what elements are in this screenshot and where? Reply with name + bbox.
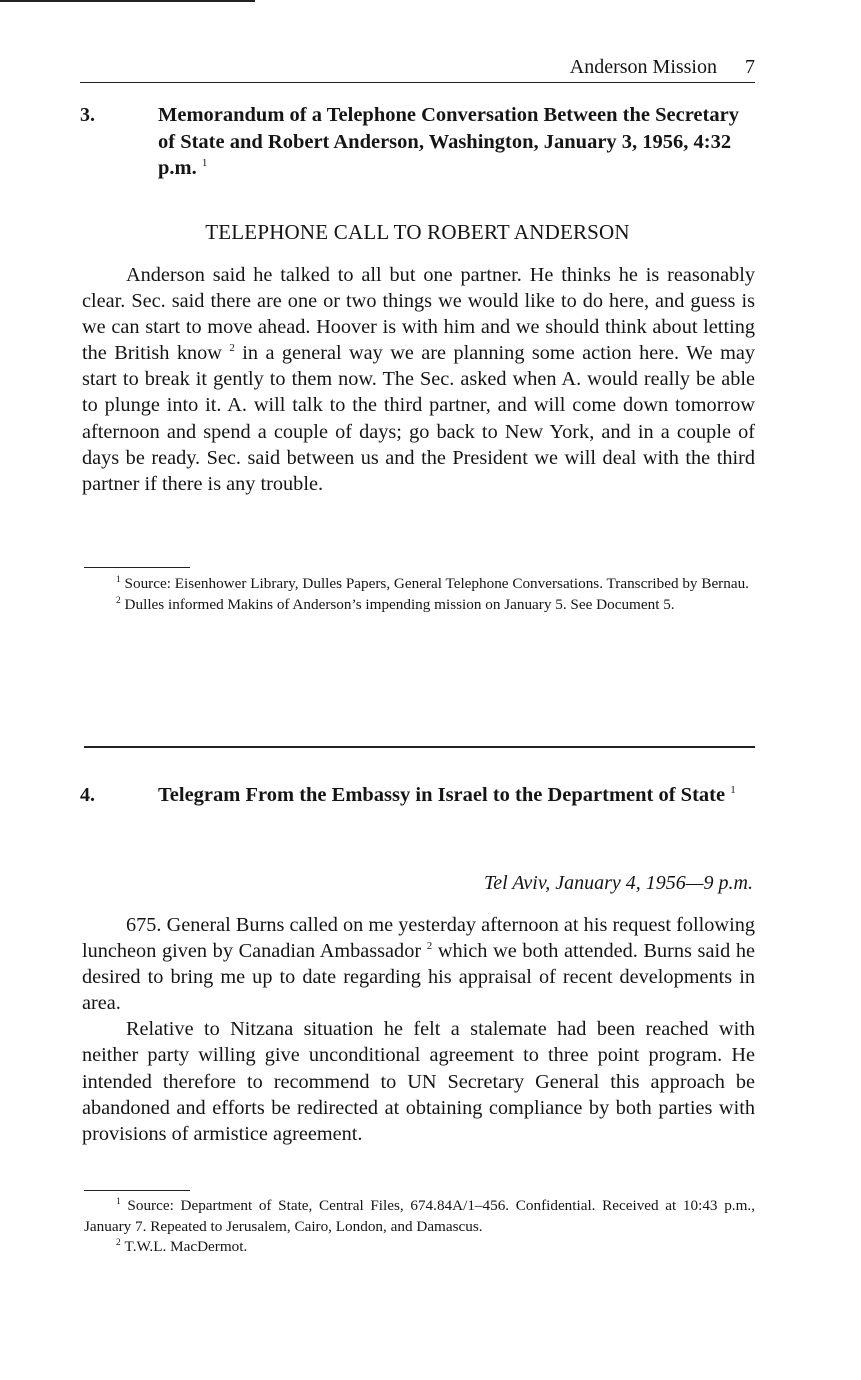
doc4-para1-b: which we both attended. Burns said he desired to bring me up to date regarding his appraisal of recent developments in area. bbox=[82, 940, 755, 1015]
doc3-body bbox=[82, 262, 755, 497]
doc3-footnote-2-num: 2 bbox=[116, 595, 121, 606]
doc3-number: 3. bbox=[80, 104, 95, 126]
running-head bbox=[80, 56, 755, 83]
doc3-footnote-rule bbox=[84, 567, 190, 568]
doc3-footnote-2-text: Dulles informed Makins of Anderson’s impending mission on January 5. See Document 5. bbox=[124, 595, 675, 613]
doc4-para1-note: 2 bbox=[426, 940, 433, 953]
doc3-footnote-1-text: Source: Eisenhower Library, Dulles Papers, General Telephone Conversations. Transcribed by Bernau. bbox=[124, 575, 749, 592]
doc3-para1-note: 2 bbox=[229, 342, 235, 355]
doc4-para1-a: 675. General Burns called on me yesterday afternoon at his request following luncheon given by Canadian Ambassador bbox=[82, 914, 755, 963]
doc3-subhead: TELEPHONE CALL TO ROBERT ANDERSON bbox=[205, 220, 630, 244]
doc4-body bbox=[82, 912, 755, 1147]
top-edge-rule bbox=[0, 0, 255, 2]
doc4-title-text: Telegram From the Embassy in Israel to the Department of State bbox=[158, 784, 726, 806]
doc4-dateline: Tel Aviv, January 4, 1956—9 p.m. bbox=[483, 872, 753, 894]
doc3-paragraph bbox=[82, 262, 755, 497]
doc4-footnote-1 bbox=[84, 1196, 755, 1237]
doc3-para1-b: in a general way we are planning some action here. We may start to break it gently to them now. The Sec. asked when A. would really be able to plunge into it. A. will talk to the third partner, and will come down tomorrow afternoon and spend a couple of days; go back to New York, and in a couple of days be ready. Sec. said between us and the President we will deal with the third partner if there is any trouble. bbox=[82, 342, 755, 495]
doc4-title-note: 1 bbox=[730, 784, 736, 797]
doc3-title-text: Memorandum of a Telephone Conversation Between the Secretary of State and Robert Anderson, Washington, January 3, 1956, 4:32 p.m. bbox=[158, 104, 739, 179]
doc3-title-note: 1 bbox=[201, 157, 208, 170]
doc4-paragraph-2: Relative to Nitzana situation he felt a stalemate had been reached with neither party willing give unconditional agreement to three point program. He intended therefore to recommend to UN Secretary General this approach be abandoned and efforts be redirected at obtaining compliance by both parties with provisions of armistice agreement. bbox=[82, 1018, 755, 1145]
doc4-footnote-2-text: T.W.L. MacDermot. bbox=[124, 1238, 248, 1255]
doc3-footnote-1-num: 1 bbox=[116, 574, 121, 585]
page-number: 7 bbox=[745, 56, 755, 78]
doc4-number: 4. bbox=[80, 784, 95, 806]
doc4-footnote-1-num: 1 bbox=[116, 1196, 121, 1207]
doc3-para1-a: Anderson said he talked to all but one partner. He thinks he is reasonably clear. Sec. said there are one or two things we would like to do here, and guess is we can start to move ahead. Hoover is with him and we should think about letting the British know bbox=[82, 264, 755, 365]
doc4-footnote-1-text: Source: Department of State, Central Files, 674.84A/1–456. Confidential. Received at 10:43 p.m., January 7. Repeated to Jerusalem, Cairo, London, and Damascus. bbox=[84, 1197, 755, 1235]
doc4-paragraph-1 bbox=[82, 912, 755, 1016]
doc4-footnote-2 bbox=[84, 1237, 755, 1258]
doc3-title bbox=[158, 102, 755, 182]
doc3-footnotes bbox=[84, 574, 755, 615]
doc3-footnote-2 bbox=[84, 595, 755, 616]
doc4-title bbox=[158, 782, 755, 809]
running-head-title: Anderson Mission bbox=[569, 56, 717, 78]
section-divider bbox=[84, 746, 755, 748]
doc4-footnotes bbox=[84, 1196, 755, 1258]
doc4-footnote-2-num: 2 bbox=[116, 1237, 121, 1248]
doc4-footnote-rule bbox=[84, 1190, 190, 1191]
doc3-footnote-1 bbox=[84, 574, 755, 595]
